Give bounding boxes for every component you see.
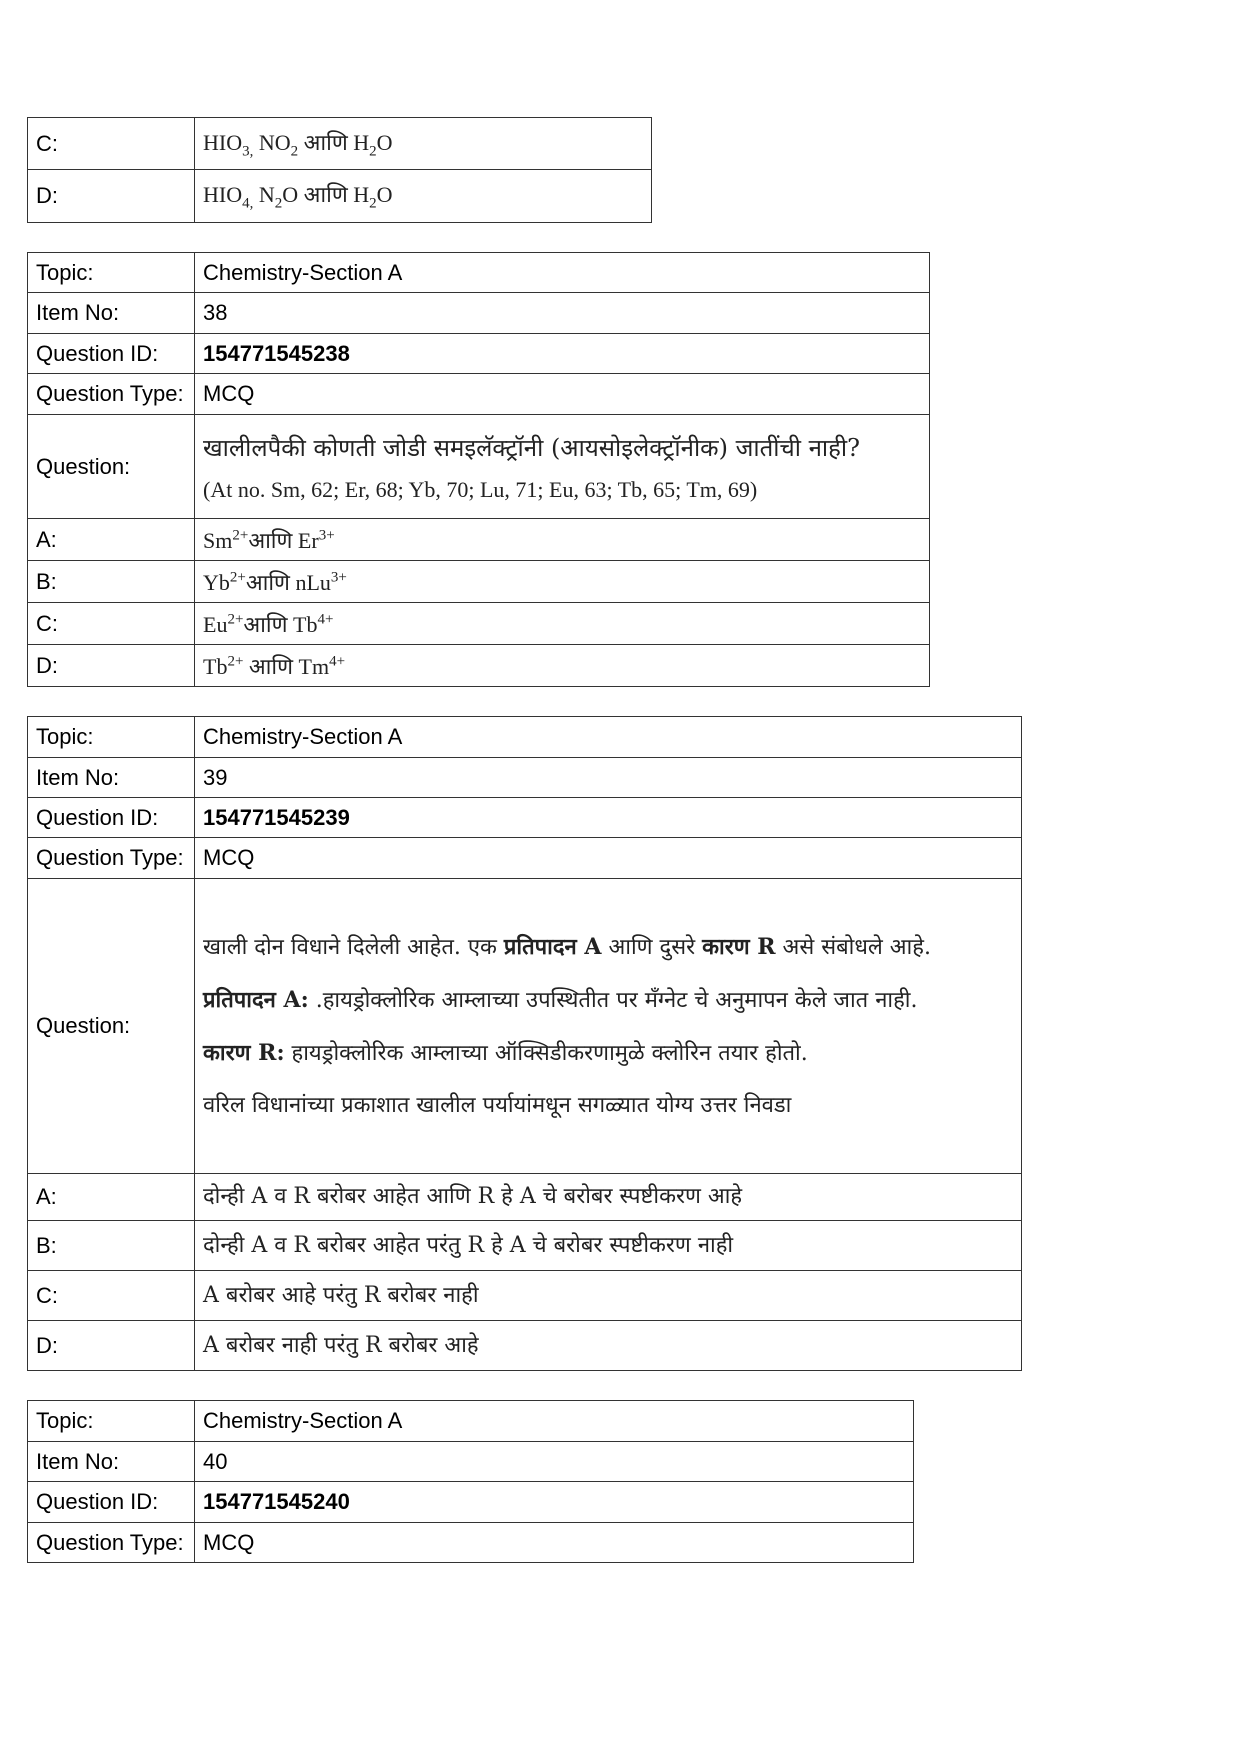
question-row [28,415,930,519]
option-row-a [28,519,930,561]
option-text: A बरोबर नाही परंतु R बरोबर आहे [195,1321,1022,1371]
item-no-value: 38 [195,293,930,334]
option-row-c [28,1271,1022,1321]
item-no-row [28,758,1022,798]
topic-row [28,717,1022,758]
option-text: $HIO_{3,}$ $NO_2$ आणि $H_2O$ [195,118,652,170]
topic-row [28,1401,914,1442]
option-label: D: [28,1321,195,1371]
question-text [195,879,1022,1174]
item-no-row [28,293,930,334]
question-id-row [28,1482,914,1523]
topic-label: Topic: [28,253,195,293]
question-id-value: 154771545239 [195,798,1022,838]
option-label: C: [28,118,195,170]
question-type-row [28,838,1022,879]
item-no-value: 40 [195,1442,914,1482]
option-text: $Sm^{2+}आणि$ $Er^{3+}$ [195,519,930,561]
item-no-label: Item No: [28,1442,195,1482]
question-text [195,415,930,519]
question-type-value: MCQ [195,1523,914,1563]
option-row-c [28,603,930,645]
item-no-label: Item No: [28,293,195,334]
topic-value: Chemistry-Section A [195,717,1022,758]
question-label: Question: [28,415,195,519]
question-row [28,879,1022,1174]
option-label: B: [28,1221,195,1271]
topic-value: Chemistry-Section A [195,253,930,293]
item-no-value: 39 [195,758,1022,798]
question-id-label: Question ID: [28,334,195,374]
question-type-value: MCQ [195,374,930,415]
question-type-label: Question Type: [28,838,195,879]
option-row-d [28,1321,1022,1371]
option-text: $Yb^{2+}आणि$ nLu$^{3+}$ [195,561,930,603]
question-id-value: 154771545238 [195,334,930,374]
option-row-c [28,118,652,170]
question-type-value: MCQ [195,838,1022,879]
option-label: D: [28,170,195,223]
topic-value: Chemistry-Section A [195,1401,914,1442]
option-label: A: [28,1174,195,1221]
option-label: C: [28,1271,195,1321]
option-label: D: [28,645,195,687]
item-no-row [28,1442,914,1482]
option-row-d [28,170,652,223]
instruction-paragraph: वरिल विधानांच्या प्रकाशात खालील पर्यायांमधून सगळ्यात योग्य उत्तर निवडा [203,1092,792,1118]
option-label: A: [28,519,195,561]
question-type-label: Question Type: [28,374,195,415]
topic-label: Topic: [28,717,195,758]
previous-question-options-table [27,117,652,223]
question-type-row [28,374,930,415]
item-no-label: Item No: [28,758,195,798]
option-text: $Tb^{2+}$ आणि $Tm^{4+}$ [195,645,930,687]
option-row-b [28,1221,1022,1271]
question-id-row [28,334,930,374]
option-text: A बरोबर आहे परंतु R बरोबर नाही [195,1271,1022,1321]
question-line: खालीलपैकी कोणती जोडी समइलॅक्ट्रॉनी (आयसोइलेक्ट्रॉनीक) जातींची नाही? [203,433,860,462]
question-type-label: Question Type: [28,1523,195,1563]
question-38-table [27,252,930,687]
assertion-paragraph: प्रतिपादन A: .हायड्रोक्लोरिक आम्लाच्या उपस्थितीत पर मँग्नेट चे अनुमापन केले जात नाही. [203,986,918,1013]
option-row-d [28,645,930,687]
topic-row [28,253,930,293]
reason-paragraph: कारण R: हायड्रोक्लोरिक आम्लाच्या ऑक्सिडीकरणामुळे क्लोरिन तयार होतो. [203,1039,808,1066]
question-type-row [28,1523,914,1563]
question-label: Question: [28,879,195,1174]
option-row-b [28,561,930,603]
option-text: दोन्ही A व R बरोबर आहेत परंतु R हे A चे बरोबर स्पष्टीकरण नाही [195,1221,1022,1271]
question-40-table [27,1400,914,1563]
question-id-value: 154771545240 [195,1482,914,1523]
question-id-label: Question ID: [28,798,195,838]
question-id-row [28,798,1022,838]
topic-label: Topic: [28,1401,195,1442]
question-39-table [27,716,1022,1371]
option-text: दोन्ही A व R बरोबर आहेत आणि R हे A चे बरोबर स्पष्टीकरण आहे [195,1174,1022,1221]
intro-paragraph: खाली दोन विधाने दिलेली आहेत. एक प्रतिपादन A आणि दुसरे कारण R असे संबोधले आहे. [203,933,931,960]
option-text: $HIO_{4,}$ $N_2O$ आणि $H_2O$ [195,170,652,223]
option-text: $Eu^{2+}आणि$ $Tb^{4+}$ [195,603,930,645]
question-id-label: Question ID: [28,1482,195,1523]
option-row-a [28,1174,1022,1221]
option-label: C: [28,603,195,645]
atomic-numbers-line: (At no. Sm, 62; Er, 68; Yb, 70; Lu, 71; Eu, 63; Tb, 65; Tm, 69) [203,476,758,502]
option-label: B: [28,561,195,603]
